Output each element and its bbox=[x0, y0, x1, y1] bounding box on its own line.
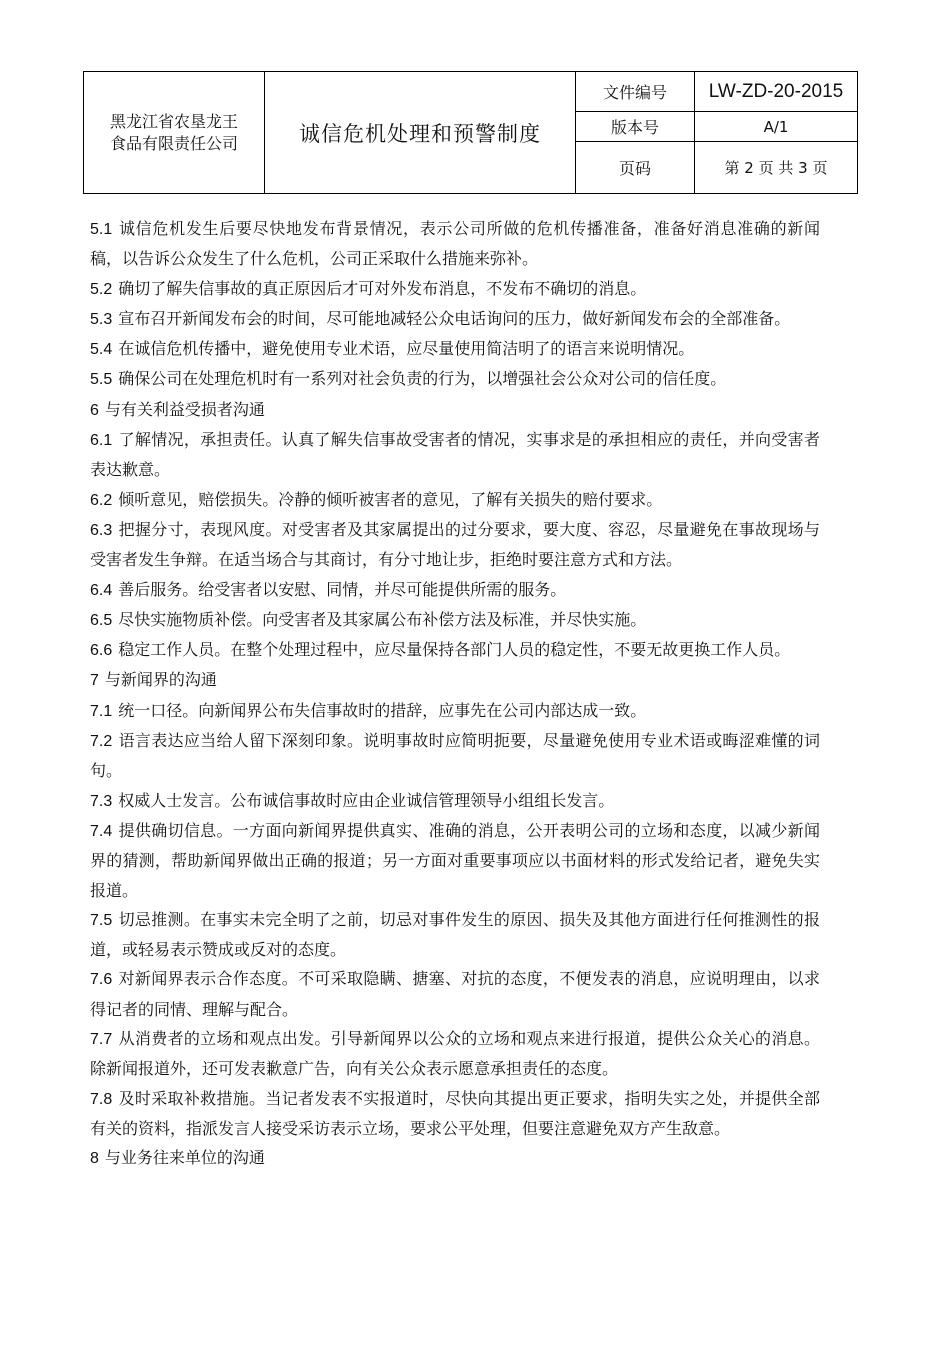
section-number: 7.1 bbox=[90, 702, 113, 720]
section-number: 6 bbox=[90, 401, 99, 419]
paragraph bbox=[90, 605, 820, 635]
doc-number-value: LW-ZD-20-2015 bbox=[695, 72, 858, 112]
section-number: 6.6 bbox=[90, 642, 113, 660]
section-number: 6.3 bbox=[90, 521, 113, 539]
section-number: 7.4 bbox=[90, 822, 113, 840]
paragraph-text: 对新闻界表示合作态度。不可采取隐瞒、搪塞、对抗的态度，不便发表的消息，应说明理由，以求得记者的同情、理解与配合。 bbox=[90, 969, 820, 1019]
paragraph bbox=[90, 816, 820, 905]
section-number: 7.2 bbox=[90, 733, 113, 751]
paragraph-text: 尽快实施物质补偿。向受害者及其家属公布补偿方法及标准，并尽快实施。 bbox=[118, 609, 647, 629]
paragraph-text: 了解情况，承担责任。认真了解失信事故受害者的情况，实事求是的承担相应的责任，并向受害者表达歉意。 bbox=[90, 430, 820, 480]
paragraph-text: 语言表达应当给人留下深刻印象。说明事故时应简明扼要，尽量避免使用专业术语或晦涩难懂的词句。 bbox=[90, 731, 820, 781]
version-label: 版本号 bbox=[576, 112, 695, 142]
section-number: 5.2 bbox=[90, 280, 113, 298]
paragraph bbox=[90, 905, 820, 965]
paragraph-text: 及时采取补救措施。当记者发表不实报道时，尽快向其提出更正要求，指明失实之处，并提供全部有关的资料，指派发言人接受采访表示立场，要求公平处理，但要注意避免双方产生敌意。 bbox=[90, 1088, 820, 1138]
section-number: 6.5 bbox=[90, 611, 113, 629]
paragraph bbox=[90, 786, 820, 816]
paragraph bbox=[90, 334, 820, 364]
paragraph-text: 权威人士发言。公布诚信事故时应由企业诚信管理领导小组组长发言。 bbox=[118, 790, 615, 810]
version-value: A/1 bbox=[695, 112, 858, 142]
section-number: 8 bbox=[90, 1150, 99, 1168]
paragraph-text: 与业务往来单位的沟通 bbox=[104, 1148, 265, 1168]
section-number: 5.4 bbox=[90, 341, 113, 359]
paragraph-text: 稳定工作人员。在整个处理过程中，应尽量保持各部门人员的稳定性，不要无故更换工作人员。 bbox=[118, 640, 791, 660]
section-number: 5.1 bbox=[90, 221, 113, 238]
paragraph bbox=[90, 395, 820, 425]
paragraph-text: 与新闻界的沟通 bbox=[104, 670, 217, 690]
doc-number-label: 文件编号 bbox=[576, 72, 695, 112]
paragraph-text: 把握分寸，表现风度。对受害者及其家属提出的过分要求，要大度、容忍，尽量避免在事故现场与受害者发生争辩。在适当场合与其商讨，有分寸地让步，拒绝时要注意方式和方法。 bbox=[90, 519, 820, 570]
paragraph bbox=[90, 696, 820, 726]
paragraph bbox=[90, 425, 820, 485]
paragraph bbox=[90, 304, 820, 334]
section-number: 6.2 bbox=[90, 491, 113, 509]
paragraph-text: 诚信危机发生后要尽快地发布背景情况，表示公司所做的危机传播准备，准备好消息准确的新闻稿，以告诉公众发生了什么危机，公司正采取什么措施来弥补。 bbox=[90, 219, 820, 269]
paragraph bbox=[90, 485, 820, 515]
paragraph bbox=[90, 665, 820, 695]
paragraph bbox=[90, 214, 820, 274]
paragraph-text: 与有关利益受损者沟通 bbox=[104, 399, 265, 419]
paragraph bbox=[90, 1143, 820, 1173]
section-number: 6.4 bbox=[90, 581, 113, 599]
paragraph-text: 确保公司在处理危机时有一系列对社会负责的行为，以增强社会公众对公司的信任度。 bbox=[118, 369, 727, 389]
document-title: 诚信危机处理和预警制度 bbox=[265, 72, 576, 194]
section-number: 7 bbox=[90, 672, 99, 690]
section-number: 5.3 bbox=[90, 310, 113, 328]
paragraph bbox=[90, 635, 820, 665]
page-value: 第 2 页 共 3 页 bbox=[695, 142, 858, 194]
paragraph-text: 在诚信危机传播中，避免使用专业术语，应尽量使用简洁明了的语言来说明情况。 bbox=[118, 339, 695, 359]
paragraph-text: 提供确切信息。一方面向新闻界提供真实、准确的消息，公开表明公司的立场和态度，以减少新闻界的猜测，帮助新闻界做出正确的报道；另一方面对重要事项应以书面材料的形式发给记者，避免失实报道。 bbox=[90, 820, 820, 900]
company-name-line1: 黑龙江省农垦龙王 bbox=[109, 111, 238, 131]
document-body bbox=[90, 214, 820, 1174]
section-number: 7.6 bbox=[90, 971, 113, 989]
company-name bbox=[84, 72, 265, 194]
paragraph-text: 确切了解失信事故的真正原因后才可对外发布消息，不发布不确切的消息。 bbox=[118, 278, 647, 298]
paragraph-text: 统一口径。向新闻界公布失信事故时的措辞，应事先在公司内部达成一致。 bbox=[118, 700, 647, 720]
section-number: 7.8 bbox=[90, 1090, 113, 1108]
section-number: 7.5 bbox=[90, 911, 113, 929]
paragraph bbox=[90, 515, 820, 575]
section-number: 7.3 bbox=[90, 792, 113, 810]
paragraph bbox=[90, 1024, 820, 1084]
company-name-line2: 食品有限责任公司 bbox=[109, 133, 238, 153]
paragraph bbox=[90, 575, 820, 605]
paragraph bbox=[90, 726, 820, 786]
paragraph-text: 善后服务。给受害者以安慰、同情，并尽可能提供所需的服务。 bbox=[118, 579, 567, 599]
document-header bbox=[83, 71, 858, 194]
page-label: 页码 bbox=[576, 142, 695, 194]
paragraph bbox=[90, 274, 820, 304]
paragraph bbox=[90, 964, 820, 1024]
paragraph-text: 切忌推测。在事实未完全明了之前，切忌对事件发生的原因、损失及其他方面进行任何推测性的报道，或轻易表示赞成或反对的态度。 bbox=[90, 909, 820, 960]
paragraph-text: 倾听意见，赔偿损失。冷静的倾听被害者的意见，了解有关损失的赔付要求。 bbox=[118, 489, 663, 509]
paragraph-text: 从消费者的立场和观点出发。引导新闻界以公众的立场和观点来进行报道，提供公众关心的消息。除新闻报道外，还可发表歉意广告，向有关公众表示愿意承担责任的态度。 bbox=[90, 1029, 820, 1079]
paragraph bbox=[90, 1084, 820, 1144]
paragraph bbox=[90, 364, 820, 394]
section-number: 7.7 bbox=[90, 1031, 113, 1049]
paragraph-text: 宣布召开新闻发布会的时间，尽可能地减轻公众电话询问的压力，做好新闻发布会的全部准备。 bbox=[118, 308, 791, 328]
section-number: 6.1 bbox=[90, 432, 113, 450]
section-number: 5.5 bbox=[90, 371, 113, 389]
